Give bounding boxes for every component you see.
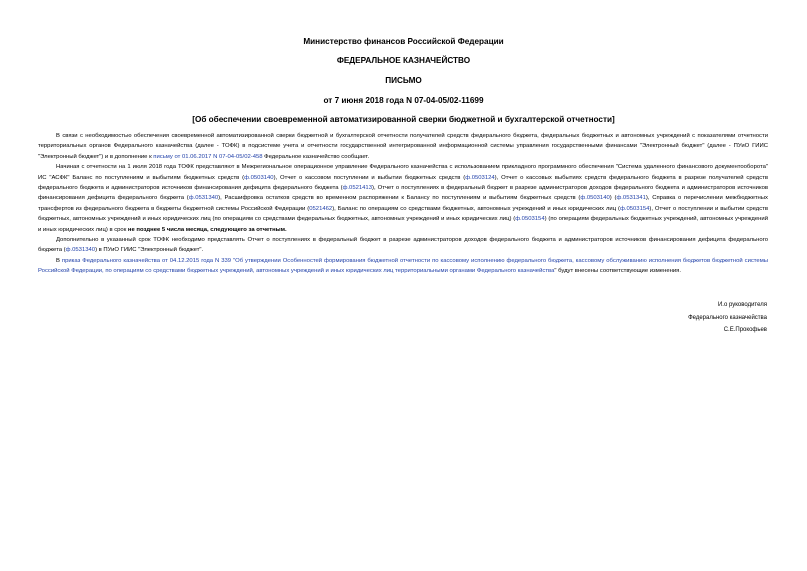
link-form-0503140[interactable]: ф.0503140: [244, 174, 274, 181]
agency-name: ФЕДЕРАЛЬНОЕ КАЗНАЧЕЙСТВО: [336, 56, 471, 65]
link-form-0531340-b[interactable]: ф.0531340: [65, 247, 96, 254]
link-form-0521413[interactable]: ф.0521413: [342, 185, 372, 192]
link-form-0531340[interactable]: ф.0531340: [188, 195, 219, 202]
signatory-name: С.Е.Прокофьев: [723, 327, 767, 334]
link-form-0521462[interactable]: 0521462: [309, 205, 333, 212]
paragraph-reporting: Начиная с отчетности на 1 июля 2018 года ТОФК представляют в Межрегиональное операционное управление Федерального казначейства с использованием прикладного программного обеспечения "Система удаленного финансового документооборота" ИС "АСФК" Баланс по поступлениям и выбытиям бюджетных средств (ф.0503140), Отчет о кассовом поступлении и выбытии бюджетных средств (ф.0503124), Отчет о кассовых выбытиях средств федерального бюджета в разрезе получателей средств федерального бюджета и администраторов источников финансирования дефицита федерального бюджета (ф.0521413), Отчет о поступлениях в федеральный бюджет в разрезе администраторов доходов федерального бюджета и администраторов источников финансирования дефицита федерального бюджета (ф.0531340), Расшифровка остатков средств во временном распоряжении к Балансу по поступлениям и выбытиям бюджетных средств (ф.0503140) (ф.0531341), Справка о перечислении межбюджетных трансфертов из федерального бюджета в бюджеты бюджетной системы Российской Федерации (0521462), Баланс по операциям со средствами бюджетных, автономных учреждений и иных юридических лиц (ф.0503154), Отчет о поступлении и выбытии средств бюджетных, автономных учреждений и иных юридических лиц (по операциям со средствами федеральных бюджетных, автономных учреждений и иных юридических лиц) (ф.0503154) (по операциям федеральных бюджетных учреждений, автономных учреждений и иных юридических лиц) в срок не позднее 5 числа месяца, следующего за отчетным.: [38, 164, 769, 233]
document-body: [38, 131, 768, 277]
link-form-0503154-b[interactable]: ф.0503154: [515, 216, 545, 223]
signatory-position: И.о руководителя: [717, 302, 767, 308]
link-form-0531341[interactable]: ф.0531341: [616, 195, 646, 202]
signature-block: [688, 299, 767, 337]
link-form-0503124[interactable]: ф.0503124: [465, 174, 495, 181]
link-letter-2017[interactable]: письму от 01.06.2017 N 07-04-05/02-458: [153, 153, 263, 160]
link-order-339[interactable]: приказ Федерального казначейства от 04.12.2015 года N 339 "Об утверждении Особенностей формирования бюджетной отчетности по кассовому исполнению федерального бюджета, кассовому обслуживанию исполнения бюджетов бюджетной системы Российской Федерации, по операциям со средствами бюджетных учреждений, автономных учреждений и иных юридических лиц территориальными органами Федерального казначейства: [38, 257, 768, 275]
document-date-number: от 7 июня 2018 года N 07-04-05/02-11699: [323, 96, 484, 105]
deadline-text: не позднее 5 числа месяца, следующего за отчетным.: [127, 226, 287, 233]
paragraph-intro: В связи с необходимостью обеспечения своевременной автоматизированной сверки бюджетной и бухгалтерской отчетности получателей средств федерального бюджета, федеральных бюджетных и автономных учреждений с показателями отчетности территориальных органов Федерального казначейства (далее - ТОФК) в подсистеме учета и отчетности государственной интегрированной информационной системы управления государственными финансами "Электронный бюджет" (далее - ПУиО ГИИС "Электронный бюджет") и в дополнение к письму от 01.06.2017 N 07-04-05/02-458 Федеральное казначейство сообщает.: [38, 133, 768, 160]
link-form-0503154[interactable]: ф.0503154: [619, 205, 650, 212]
document-type: ПИСЬМО: [385, 76, 422, 85]
paragraph-order-changes: В приказ Федерального казначейства от 04.12.2015 года N 339 "Об утверждении Особенностей формирования бюджетной отчетности по кассовому исполнению федерального бюджета, кассовому обслуживанию исполнения бюджетов бюджетной системы Российской Федерации, по операциям со средствами бюджетных учреждений, автономных учреждений и иных юридических лиц территориальными органами Федерального казначейства" будут внесены соответствующие изменения.: [38, 257, 768, 275]
ministry-name: Министерство финансов Российской Федерации: [303, 37, 504, 46]
document-subject: [Об обеспечении своевременной автоматизированной сверки бюджетной и бухгалтерской отчетности]: [192, 115, 615, 124]
signatory-organization: Федерального казначейства: [688, 314, 767, 321]
paragraph-additional: Дополнительно в указанный срок ТОФК необходимо представлять Отчет о поступлениях в федеральный бюджет в разрезе администраторов доходов федерального бюджета и администраторов источников финансирования дефицита федерального бюджета (ф.0531340) в ПУиО ГИИС "Электронный бюджет".: [38, 237, 768, 254]
link-form-0503140-b[interactable]: ф.0503140: [580, 195, 610, 202]
